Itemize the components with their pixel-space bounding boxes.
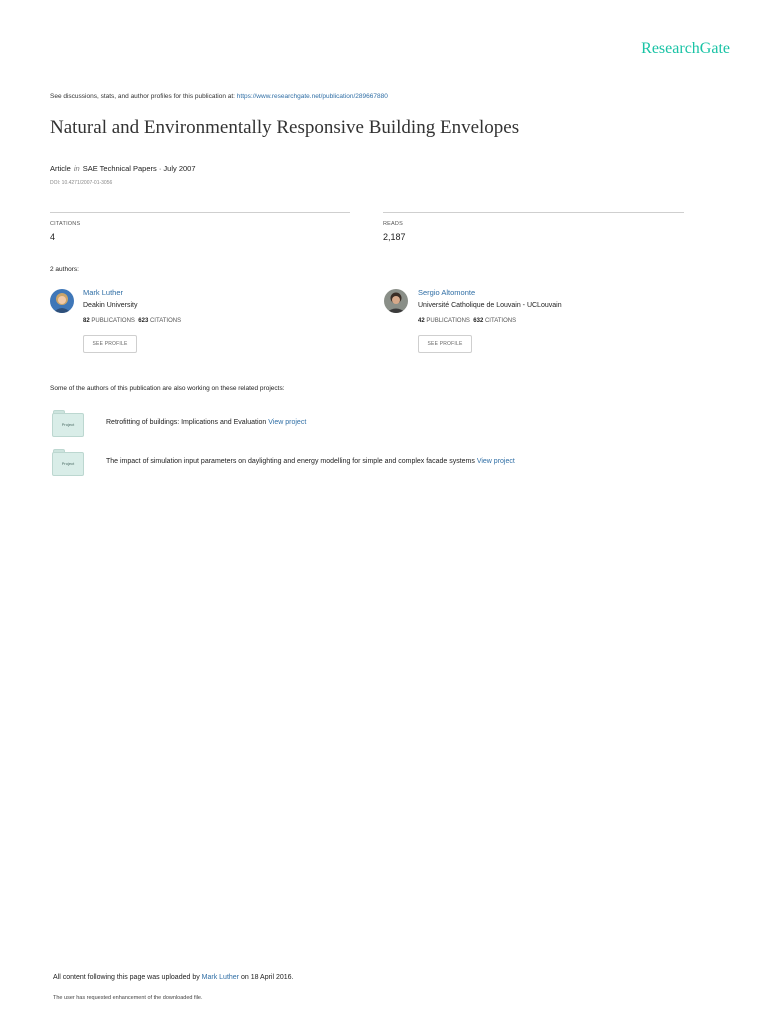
see-profile-button[interactable]: SEE PROFILE [83, 335, 137, 353]
upload-notice [53, 974, 294, 981]
author-stats [83, 318, 181, 324]
discussions-text: See discussions, stats, and author profiles for this publication at: [50, 93, 237, 100]
author-institution: Deakin University [83, 302, 138, 309]
enhancement-note: The user has requested enhancement of the downloaded file. [53, 995, 203, 1001]
author-citation-count: 632 [473, 318, 484, 324]
project-folder-icon: Project [52, 413, 84, 437]
researchgate-logo[interactable]: ResearchGate [641, 40, 730, 57]
paper-meta [50, 164, 196, 173]
doi: DOI: 10.4271/2007-01-3056 [50, 180, 113, 186]
project-title: The impact of simulation input parameters on daylighting and energy modelling for simple and complex facade systems [106, 458, 477, 465]
project-folder-icon: Project [52, 452, 84, 476]
author-photo-icon [384, 289, 408, 313]
related-projects-header: Some of the authors of this publication are also working on these related projects: [50, 385, 285, 392]
venue-date: SAE Technical Papers · July 2007 [82, 164, 196, 173]
authors-header: 2 authors: [50, 266, 79, 273]
see-profile-button[interactable]: SEE PROFILE [418, 335, 472, 353]
reads-label: READS [383, 221, 403, 227]
citations-count: 4 [50, 232, 56, 242]
publications-label: PUBLICATIONS [91, 318, 135, 324]
author-photo-icon [50, 289, 74, 313]
project-item [106, 458, 515, 465]
avatar[interactable] [50, 289, 74, 313]
publication-count: 82 [83, 318, 90, 324]
upload-prefix: All content following this page was uploaded by [53, 974, 202, 981]
article-type: Article [50, 164, 71, 173]
publication-url-link[interactable]: https://www.researchgate.net/publication/289667880 [236, 93, 388, 100]
view-project-link[interactable]: View project [476, 458, 515, 465]
project-title: Retrofitting of buildings: Implications and Evaluation [106, 419, 269, 426]
paper-title: Natural and Environmentally Responsive Building Envelopes [50, 117, 520, 138]
upload-suffix: on 18 April 2016. [239, 974, 294, 981]
reads-count: 2,187 [383, 232, 406, 242]
avatar[interactable] [384, 289, 408, 313]
citations-divider [50, 212, 350, 213]
author-name-link[interactable]: Sergio Altomonte [418, 288, 476, 297]
publications-label: PUBLICATIONS [426, 318, 470, 324]
author-name-link[interactable]: Mark Luther [83, 288, 124, 297]
reads-divider [383, 212, 684, 213]
in-word: in [73, 164, 80, 173]
author-citation-count: 623 [138, 318, 149, 324]
uploader-link[interactable]: Mark Luther [201, 974, 240, 981]
author-institution: Université Catholique de Louvain - UCLouvain [418, 302, 562, 309]
discussions-line [50, 93, 388, 100]
view-project-link[interactable]: View project [268, 419, 307, 426]
author-stats [418, 318, 516, 324]
citations-label: CITATIONS [50, 221, 81, 227]
publication-count: 42 [418, 318, 425, 324]
author-citations-label: CITATIONS [149, 318, 182, 324]
project-item [106, 419, 306, 426]
author-citations-label: CITATIONS [484, 318, 517, 324]
